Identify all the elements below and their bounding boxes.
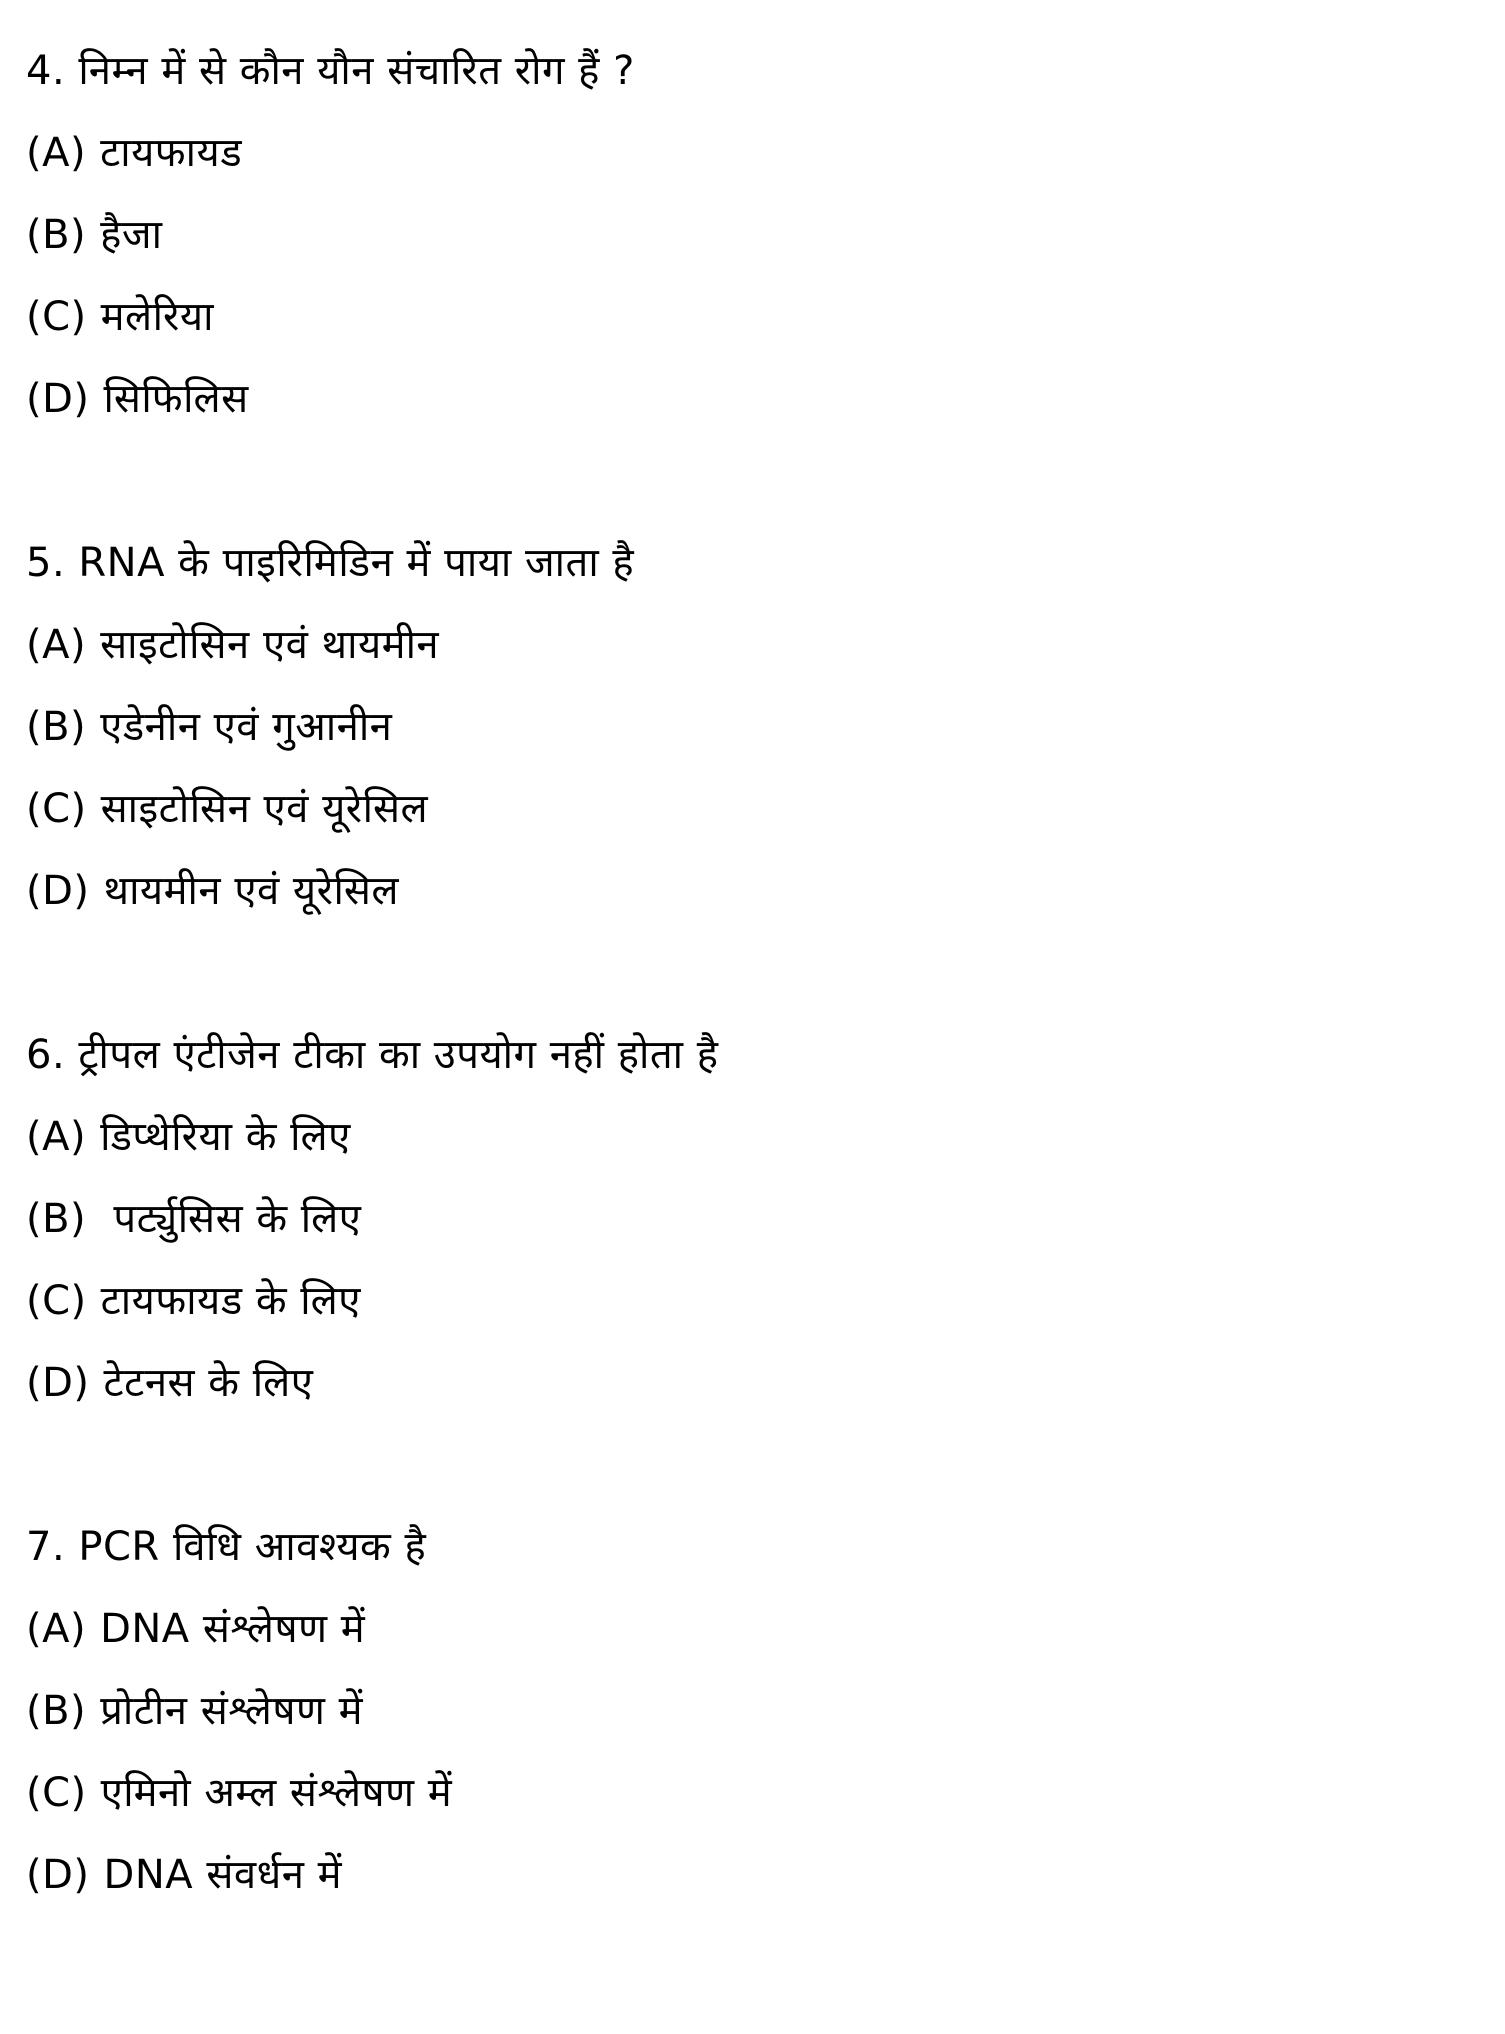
option-letter: (B) [26, 1688, 87, 1734]
option-text: प्रोटीन संश्लेषण में [100, 1688, 364, 1734]
option-d [26, 1834, 1466, 1916]
option-letter: (B) [26, 704, 87, 750]
option-b [26, 1670, 1466, 1752]
question-5 [26, 522, 1466, 932]
question-7 [26, 1506, 1466, 1916]
question-page [26, 30, 1466, 1998]
option-text: एडेनीन एवं गुआनीन [100, 704, 393, 750]
question-text: 7. PCR विधि आवश्यक है [26, 1524, 427, 1570]
option-letter: (C) [26, 294, 87, 340]
option-letter: (B) [26, 1196, 87, 1242]
option-letter: (A) [26, 1606, 87, 1652]
option-a [26, 604, 1466, 686]
option-c [26, 276, 1466, 358]
question-4 [26, 30, 1466, 440]
option-text: पर्ट्युसिस के लिए [100, 1196, 362, 1242]
option-d [26, 358, 1466, 440]
question-6 [26, 1014, 1466, 1424]
option-c [26, 768, 1466, 850]
option-letter: (A) [26, 622, 87, 668]
option-letter: (B) [26, 212, 87, 258]
option-text: थायमीन एवं यूरेसिल [103, 868, 399, 914]
option-text: टायफायड के लिए [100, 1278, 361, 1324]
option-text: टेटनस के लिए [103, 1360, 314, 1406]
option-text: साइटोसिन एवं यूरेसिल [100, 786, 429, 832]
option-letter: (A) [26, 1114, 87, 1160]
option-b [26, 194, 1466, 276]
option-a [26, 1588, 1466, 1670]
option-letter: (D) [26, 868, 90, 914]
option-a [26, 112, 1466, 194]
option-letter: (D) [26, 1852, 90, 1898]
option-letter: (C) [26, 1278, 87, 1324]
option-letter: (A) [26, 130, 87, 176]
question-text: 4. निम्न में से कौन यौन संचारित रोग हैं ? [26, 48, 635, 94]
option-text: साइटोसिन एवं थायमीन [100, 622, 440, 668]
option-text: DNA संवर्धन में [103, 1852, 343, 1898]
option-b [26, 1178, 1466, 1260]
option-c [26, 1752, 1466, 1834]
option-text: हैजा [100, 212, 163, 258]
option-text: एमिनो अम्ल संश्लेषण में [100, 1770, 453, 1816]
option-d [26, 850, 1466, 932]
option-text: DNA संश्लेषण में [100, 1606, 366, 1652]
option-a [26, 1096, 1466, 1178]
option-b [26, 686, 1466, 768]
option-letter: (D) [26, 376, 90, 422]
option-d [26, 1342, 1466, 1424]
question-text: 6. ट्रीपल एंटीजेन टीका का उपयोग नहीं होता है [26, 1032, 719, 1078]
option-letter: (C) [26, 1770, 87, 1816]
option-text: मलेरिया [100, 294, 214, 340]
option-text: टायफायड [100, 130, 243, 176]
option-letter: (C) [26, 786, 87, 832]
option-c [26, 1260, 1466, 1342]
question-text: 5. RNA के पाइरिमिडिन में पाया जाता है [26, 540, 635, 586]
option-letter: (D) [26, 1360, 90, 1406]
option-text: डिप्थेरिया के लिए [100, 1114, 351, 1160]
option-text: सिफिलिस [103, 376, 249, 422]
